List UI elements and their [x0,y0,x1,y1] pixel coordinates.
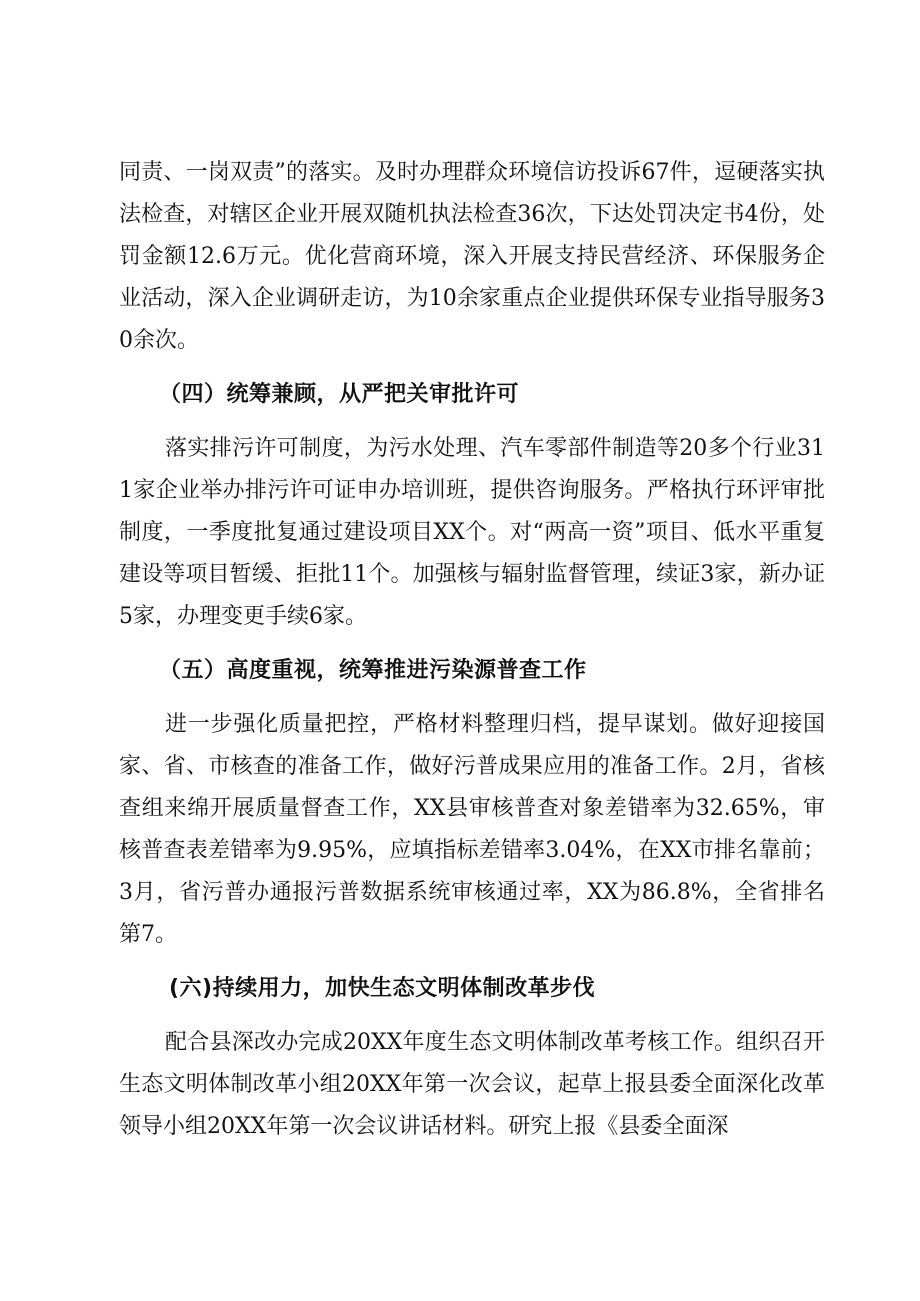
section-heading-5: （五）高度重视，统筹推进污染源普查工作 [159,658,587,683]
section-heading-4: （四）统筹兼顾，从严把关审批许可 [159,382,520,407]
paragraph-ecological-reform: 配合县深改办完成20XX年度生态文明体制改革考核工作。组织召开生态文明体制改革小组20XX年第一次会议，起草上报县委全面深化改革领导小组20XX年第一次会议讲话材料。研究上报《县委全面深 [119,1030,825,1139]
document-body [119,152,825,1148]
section-heading-6: (六)持续用力，加快生态文明体制改革步伐 [169,976,596,1001]
paragraph-pollution-census: 进一步强化质量把控，严格材料整理归档，提早谋划。做好迎接国家、省、市核查的准备工作，做好污普成果应用的准备工作。2月，省核查组来绵开展质量督查工作，XX县审核普查对象差错率为32.65%，审核普查表差错率为9.95%，应填指标差错率3.04%，在XX市排名靠前；3月，省污普办通报污普数据系统审核通过率，XX为86.8%，全省排名第7。 [119,712,825,947]
paragraph-environment-enforcement: 同责、一岗双责”的落实。及时办理群众环境信访投诉67件，逗硬落实执法检查，对辖区企业开展双随机执法检查36次，下达处罚决定书4份，处罚金额12.6万元。优化营商环境，深入开展支持民营经济、环保服务企业活动，深入企业调研走访，为10余家重点企业提供环保专业指导服务30余次。 [119,160,825,353]
paragraph-permits-approval: 落实排污许可制度，为污水处理、汽车零部件制造等20多个行业311家企业举办排污许可证申办培训班，提供咨询服务。严格执行环评审批制度，一季度批复通过建设项目XX个。对“两高一资”项目、低水平重复建设等项目暂缓、拒批11个。加强核与辐射监督管理，续证3家，新办证5家，办理变更手续6家。 [119,436,825,629]
